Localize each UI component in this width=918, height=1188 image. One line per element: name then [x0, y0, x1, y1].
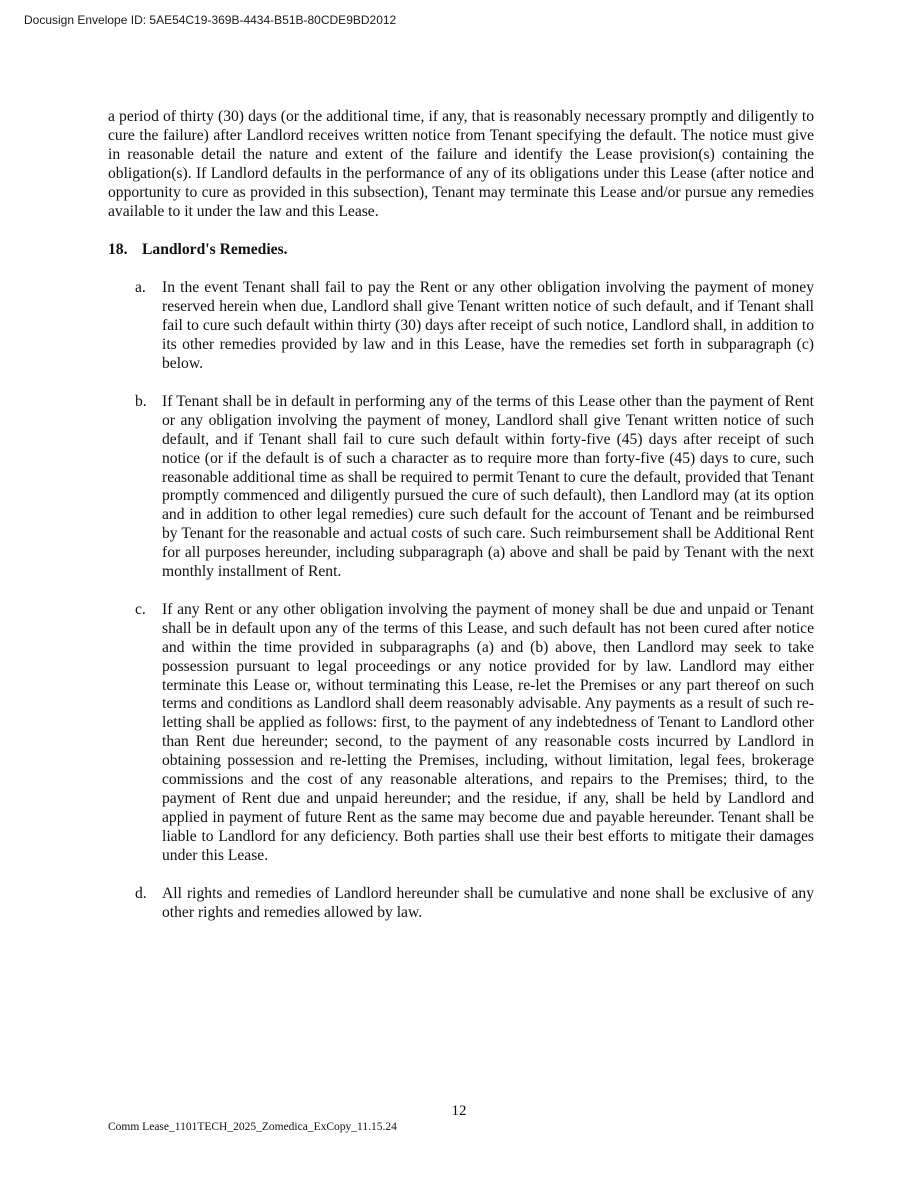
list-item-text: In the event Tenant shall fail to pay the Rent or any other obligation involving the payment of money reserved herein when due, Landlord shall give Tenant written notice of such default, and if Tenant shall fail to cure such default within thirty (30) days after receipt of such notice, Landlord shall, in addition to its other remedies provided by law and in this Lease, have the remedies set forth in subparagraph (c) below.	[162, 279, 814, 372]
intro-paragraph: a period of thirty (30) days (or the additional time, if any, that is reasonably necessary promptly and diligently to cure the failure) after Landlord receives written notice from Tenant specifying the default. The notice must give in reasonable detail the nature and extent of the failure and identify the Lease provision(s) containing the obligation(s). If Landlord defaults in the performance of any of its obligations under this Lease (after notice and opportunity to cure as provided in this subsection), Tenant may terminate this Lease and/or pursue any remedies available to it under the law and this Lease.	[108, 108, 814, 220]
section-title: Landlord's Remedies.	[142, 241, 288, 259]
list-item-a	[108, 279, 814, 374]
list-item-text: All rights and remedies of Landlord hereunder shall be cumulative and none shall be exclusive of any other rights and remedies allowed by law.	[162, 884, 814, 921]
document-body	[108, 108, 814, 941]
list-marker: a.	[135, 279, 146, 297]
list-item-text: If any Rent or any other obligation involving the payment of money shall be due and unpaid or Tenant shall be in default upon any of the terms of this Lease, and such default has not been cured after notice and within the time provided in subparagraphs (a) and (b) above, then Landlord may seek to take possession pursuant to legal proceedings or any notice provided for by law. Landlord may either terminate this Lease or, without terminating this Lease, re-let the Premises or any part thereof on such terms and conditions as Landlord shall deem reasonably advisable. Any payments as a result of such re-letting shall be applied as follows: first, to the payment of any indebtedness of Tenant to Landlord other than Rent due hereunder; second, to the payment of any reasonable costs incurred by Landlord in obtaining possession and re-letting the Premises, including, without limitation, legal fees, brokerage commissions and the cost of any reasonable alterations, and repairs to the Premises; third, to the payment of Rent due and unpaid hereunder; and the residue, if any, shall be held by Landlord and applied in payment of future Rent as the same may become due and payable hereunder. Tenant shall be liable to Landlord for any deficiency. Both parties shall use their best efforts to mitigate their damages under this Lease.	[162, 600, 814, 864]
page-number: 12	[451, 1103, 467, 1119]
list-item-text: If Tenant shall be in default in performing any of the terms of this Lease other than the payment of Rent or any obligation involving the payment of money, Landlord shall give Tenant written notice of such default, and if Tenant shall fail to cure such default within forty-five (45) days after receipt of such notice (or if the default is of such a character as to require more than forty-five (45) days to cure, such reasonable additional time as shall be required to permit Tenant to cure the default, provided that Tenant promptly commenced and diligently pursued the cure of such default), then Landlord may (at its option and in addition to other legal remedies) cure such default for the account of Tenant and be reimbursed by Tenant for the reasonable and actual costs of such care. Such reimbursement shall be Additional Rent for all purposes hereunder, including subparagraph (a) above and shall be paid by Tenant with the next monthly installment of Rent.	[162, 392, 814, 581]
list-marker: c.	[135, 600, 146, 618]
list-marker: b.	[135, 392, 147, 410]
list-item-b	[108, 393, 814, 582]
footer-filename: Comm Lease_1101TECH_2025_Zomedica_ExCopy_11.15.24	[108, 1121, 397, 1133]
list-marker: d.	[135, 884, 147, 902]
list-item-d	[108, 885, 814, 923]
section-number: 18.	[108, 241, 128, 259]
list-item-c	[108, 601, 814, 866]
docusign-envelope-id: Docusign Envelope ID: 5AE54C19-369B-4434-B51B-80CDE9BD2012	[24, 13, 397, 27]
section-heading	[108, 241, 814, 260]
